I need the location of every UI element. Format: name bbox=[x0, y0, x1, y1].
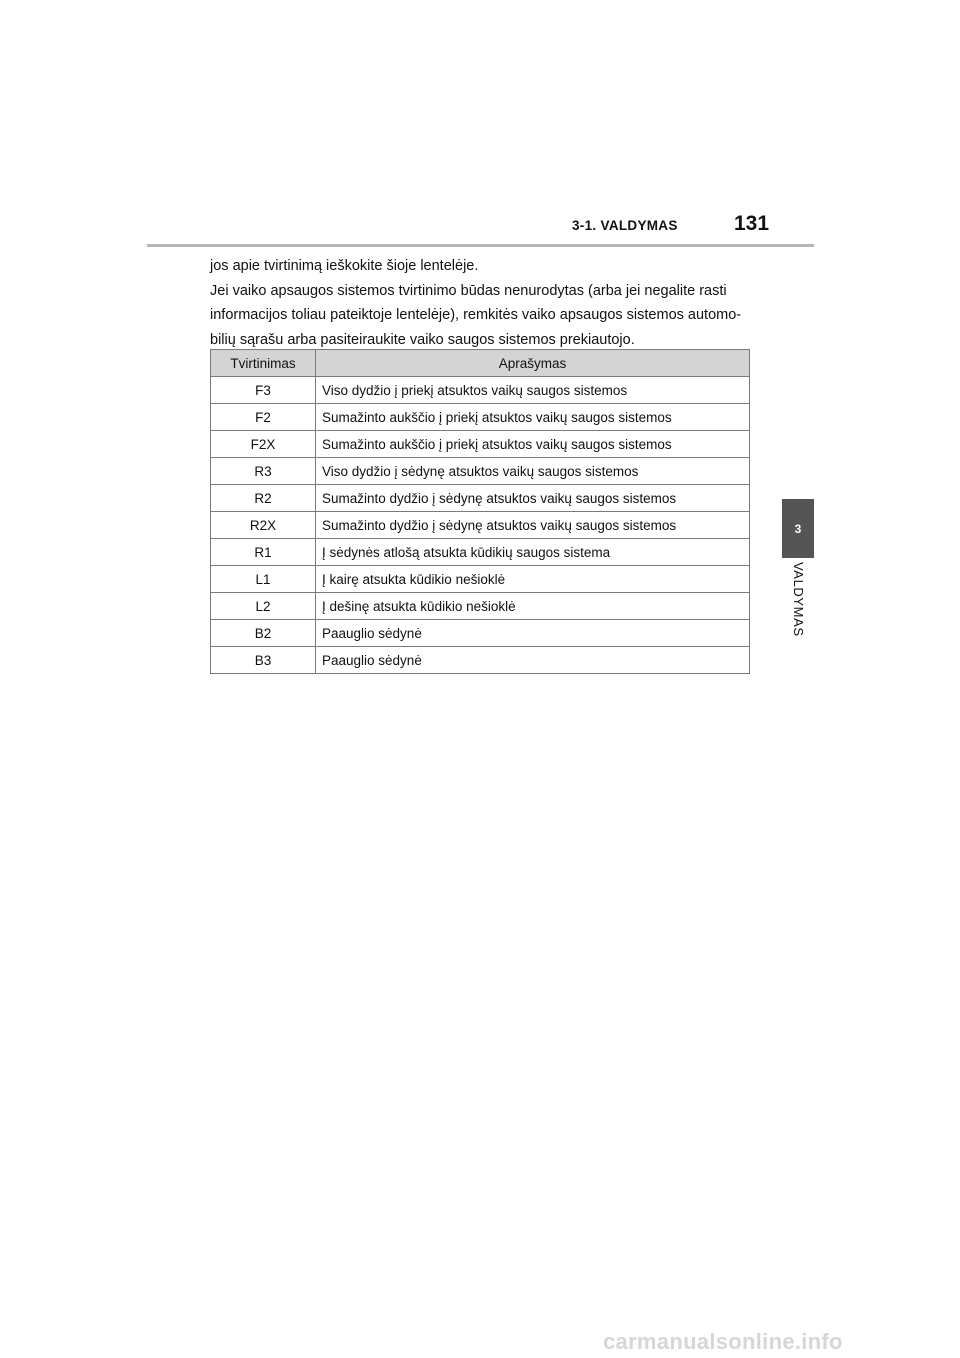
fixation-code: L1 bbox=[211, 566, 316, 593]
body-line: bilių sąrašu arba pasiteiraukite vaiko saugos sistemos prekiautojo. bbox=[210, 331, 635, 348]
body-line: jos apie tvirtinimą ieškokite šioje lentelėje. bbox=[210, 258, 479, 274]
fixation-description: Viso dydžio į priekį atsuktos vaikų saugos sistemos bbox=[316, 377, 750, 404]
table-row bbox=[211, 512, 750, 539]
fixation-code: L2 bbox=[211, 593, 316, 620]
chapter-number: 3 bbox=[794, 521, 802, 536]
column-header-description: Aprašymas bbox=[316, 350, 750, 377]
section-header: 3-1. VALDYMAS bbox=[572, 218, 678, 233]
fixation-description: Sumažinto dydžio į sėdynę atsuktos vaikų saugos sistemos bbox=[316, 485, 750, 512]
fixation-description: Sumažinto aukščio į priekį atsuktos vaikų saugos sistemos bbox=[316, 404, 750, 431]
table-row bbox=[211, 404, 750, 431]
body-line: Jei vaiko apsaugos sistemos tvirtinimo būdas nenurodytas (arba jei negalite rasti bbox=[210, 282, 727, 299]
fixation-description: Paauglio sėdynė bbox=[316, 620, 750, 647]
table-row bbox=[211, 566, 750, 593]
table-row bbox=[211, 485, 750, 512]
fixation-description: Viso dydžio į sėdynę atsuktos vaikų saugos sistemos bbox=[316, 458, 750, 485]
table-row bbox=[211, 431, 750, 458]
table-row bbox=[211, 620, 750, 647]
column-header-fixation: Tvirtinimas bbox=[211, 350, 316, 377]
fixation-code: B3 bbox=[211, 647, 316, 674]
fixation-code: R1 bbox=[211, 539, 316, 566]
table-row bbox=[211, 377, 750, 404]
fixation-code: R3 bbox=[211, 458, 316, 485]
body-paragraph bbox=[210, 254, 755, 352]
fixation-code: B2 bbox=[211, 620, 316, 647]
fixation-description: Į kairę atsukta kūdikio nešioklė bbox=[316, 566, 750, 593]
chapter-tab bbox=[782, 499, 814, 558]
table-row bbox=[211, 647, 750, 674]
fixation-description: Sumažinto aukščio į priekį atsuktos vaikų saugos sistemos bbox=[316, 431, 750, 458]
table-header-row bbox=[211, 350, 750, 377]
fixation-code: F2 bbox=[211, 404, 316, 431]
table-row bbox=[211, 458, 750, 485]
fixation-code: R2 bbox=[211, 485, 316, 512]
table-row bbox=[211, 593, 750, 620]
table-row bbox=[211, 539, 750, 566]
table-body bbox=[211, 377, 750, 674]
fixation-code: F2X bbox=[211, 431, 316, 458]
header-rule bbox=[147, 244, 814, 247]
page-number: 131 bbox=[734, 212, 770, 235]
fixation-description: Sumažinto dydžio į sėdynę atsuktos vaikų saugos sistemos bbox=[316, 512, 750, 539]
body-line: informacijos toliau pateiktoje lentelėje), remkitės vaiko apsaugos sistemos automo- bbox=[210, 307, 742, 323]
fixation-code: F3 bbox=[211, 377, 316, 404]
fixation-description: Paauglio sėdynė bbox=[316, 647, 750, 674]
fixation-code: R2X bbox=[211, 512, 316, 539]
fixation-description: Į dešinę atsukta kūdikio nešioklė bbox=[316, 593, 750, 620]
chapter-label: VALDYMAS bbox=[791, 562, 806, 637]
fixation-table bbox=[210, 349, 750, 674]
watermark: carmanualsonline.info bbox=[603, 1329, 843, 1354]
fixation-description: Į sėdynės atlošą atsukta kūdikių saugos sistema bbox=[316, 539, 750, 566]
